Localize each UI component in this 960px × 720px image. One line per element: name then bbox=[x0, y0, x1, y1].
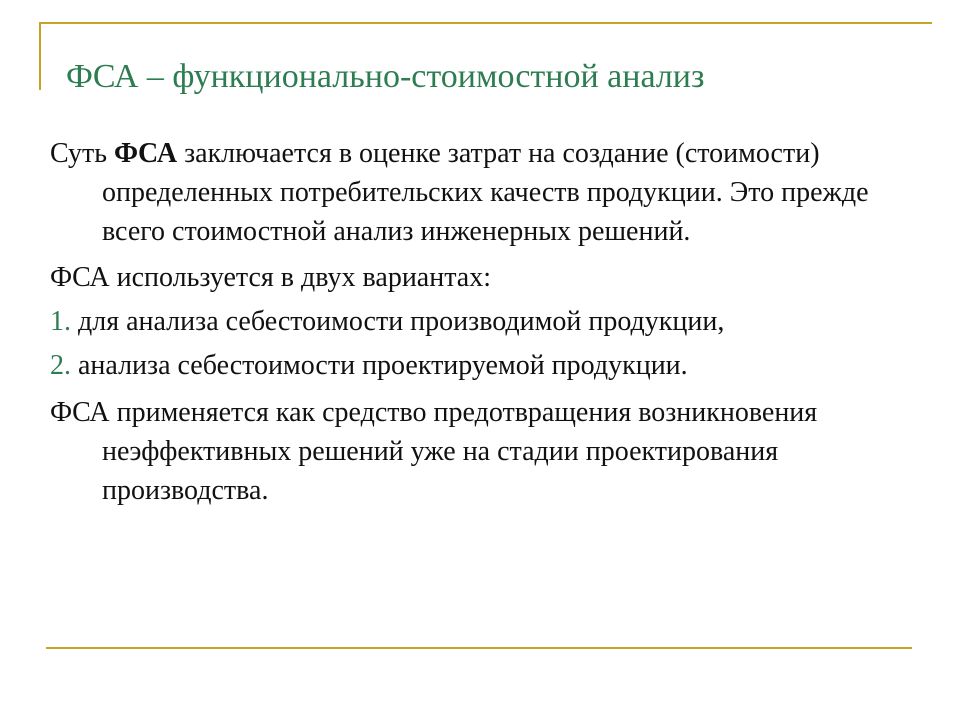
list-number-2: 2. bbox=[50, 350, 71, 381]
paragraph-essence bbox=[50, 134, 910, 251]
essence-prefix: Суть bbox=[50, 138, 114, 169]
slide-title: ФСА – функционально-стоимостной анализ bbox=[66, 58, 705, 95]
paragraph-application: ФСА применяется как средство предотвращения возникновения неэффективных решений уже на стадии проектирования производства. bbox=[50, 397, 818, 506]
list-item-1 bbox=[50, 305, 910, 339]
bottom-rule bbox=[46, 647, 912, 649]
list-item-2 bbox=[50, 349, 910, 383]
top-rule bbox=[40, 22, 932, 24]
slide-body bbox=[50, 134, 910, 520]
list-text-1: для анализа себестоимости производимой продукции, bbox=[71, 306, 725, 337]
list-number-1: 1. bbox=[50, 306, 71, 337]
left-rule bbox=[39, 22, 41, 90]
list-text-2: анализа себестоимости проектируемой продукции. bbox=[71, 350, 688, 381]
paragraph-variants: ФСА используется в двух вариантах: bbox=[50, 262, 491, 293]
essence-rest: заключается в оценке затрат на создание (стоимости) определенных потребительских качеств продукции. Это прежде всего стоимостной анализ инженерных решений. bbox=[102, 138, 869, 247]
essence-bold-term: ФСА bbox=[113, 138, 178, 169]
